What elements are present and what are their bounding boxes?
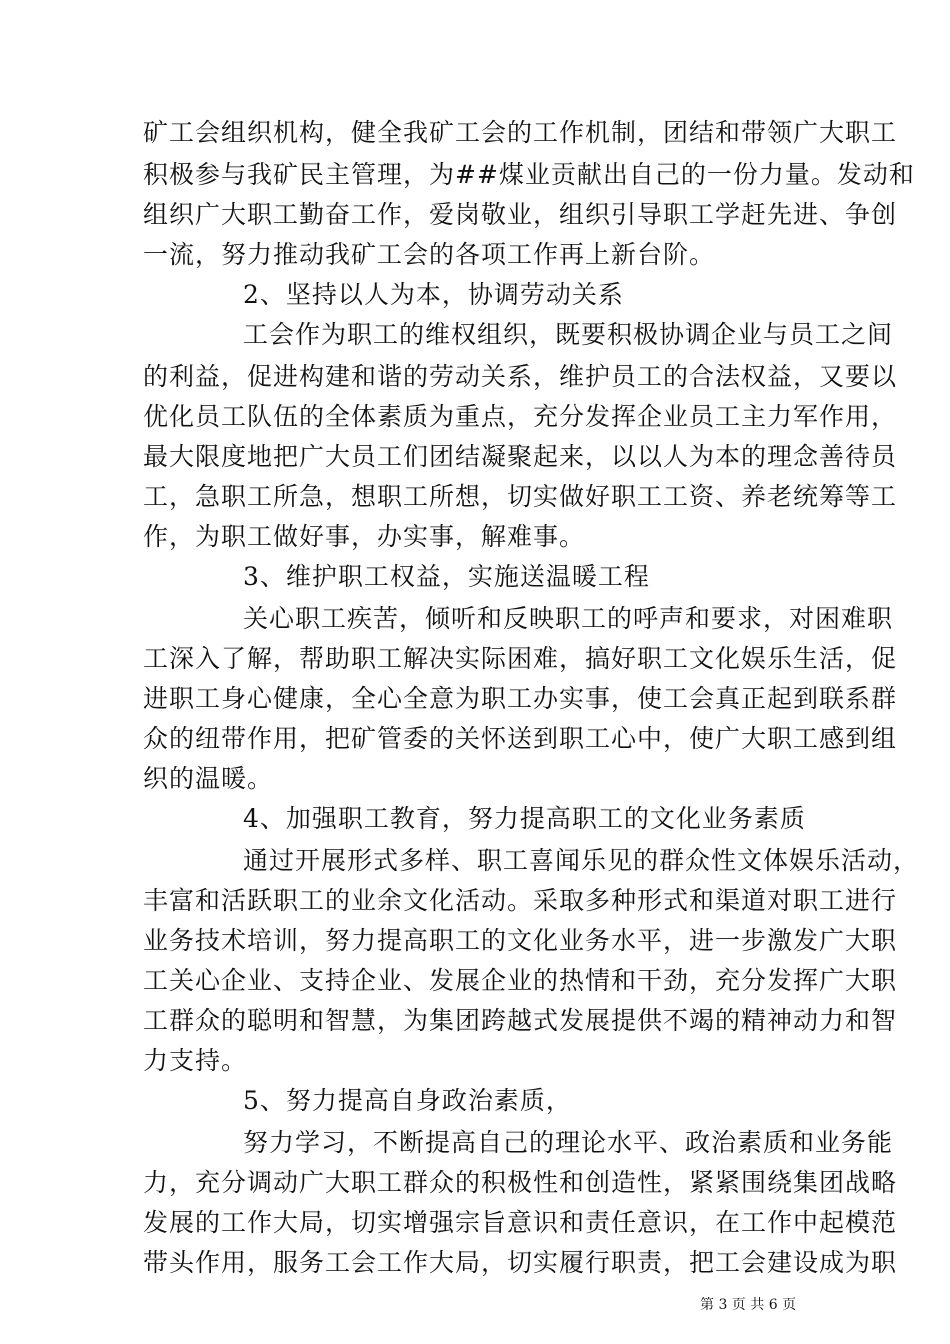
- page-number-footer: 第 3 页 共 6 页: [700, 1297, 797, 1313]
- section-heading-2: 2、坚持以人为本，协调劳动关系: [243, 280, 624, 309]
- body-text-line: 积极参与我矿民主管理，为##煤业贡献出自己的一份力量。发动和: [143, 160, 915, 189]
- paragraph-first-line: 努力学习，不断提高自己的理论水平、政治素质和业务能: [243, 1128, 894, 1157]
- body-text-line: 力，充分调动广大职工群众的积极性和创造性，紧紧围绕集团战略: [143, 1168, 898, 1197]
- body-text-line: 丰富和活跃职工的业余文化活动。采取多种形式和渠道对职工进行: [143, 886, 898, 915]
- body-text-line: 工深入了解，帮助职工解决实际困难，搞好职工文化娱乐生活，促: [143, 644, 898, 673]
- section-heading-5: 5、努力提高自身政治素质，: [243, 1086, 572, 1115]
- section-heading-3: 3、维护职工权益，实施送温暖工程: [243, 562, 650, 591]
- body-text-line: 力支持。: [143, 1046, 248, 1075]
- body-text-line: 织的温暖。: [143, 764, 274, 793]
- body-text-line: 进职工身心健康，全心全意为职工办实事，使工会真正起到联系群: [143, 684, 898, 713]
- body-text-line: 矿工会组织机构，健全我矿工会的工作机制，团结和带领广大职工: [143, 118, 898, 147]
- section-heading-4: 4、加强职工教育，努力提高职工的文化业务素质: [243, 804, 806, 833]
- body-text-line: 带头作用，服务工会工作大局，切实履行职责，把工会建设成为职: [143, 1248, 898, 1277]
- paragraph-first-line: 通过开展形式多样、职工喜闻乐见的群众性文体娱乐活动，: [243, 846, 920, 875]
- body-text-line: 众的纽带作用，把矿管委的关怀送到职工心中，使广大职工感到组: [143, 724, 898, 753]
- body-text-line: 最大限度地把广大员工们团结凝聚起来，以以人为本的理念善待员: [143, 442, 898, 471]
- body-text-line: 作，为职工做好事，办实事，解难事。: [143, 522, 586, 551]
- body-text-line: 优化员工队伍的全体素质为重点，充分发挥企业员工主力军作用，: [143, 402, 898, 431]
- paragraph-first-line: 关心职工疾苦，倾听和反映职工的呼声和要求，对困难职: [243, 604, 894, 633]
- body-text-line: 组织广大职工勤奋工作，爱岗敬业，组织引导职工学赶先进、争创: [143, 200, 898, 229]
- body-text-line: 工，急职工所急，想职工所想，切实做好职工工资、养老统筹等工: [143, 482, 898, 511]
- body-text-line: 工关心企业、支持企业、发展企业的热情和干劲，充分发挥广大职: [143, 966, 898, 995]
- body-text-line: 一流，努力推动我矿工会的各项工作再上新台阶。: [143, 240, 716, 269]
- body-text-line: 工群众的聪明和智慧，为集团跨越式发展提供不竭的精神动力和智: [143, 1006, 898, 1035]
- body-text-line: 发展的工作大局，切实增强宗旨意识和责任意识，在工作中起模范: [143, 1208, 898, 1237]
- body-text-line: 的利益，促进构建和谐的劳动关系，维护员工的合法权益，又要以: [143, 362, 898, 391]
- body-text-line: 业务技术培训，努力提高职工的文化业务水平，进一步激发广大职: [143, 926, 898, 955]
- paragraph-first-line: 工会作为职工的维权组织，既要积极协调企业与员工之间: [243, 320, 894, 349]
